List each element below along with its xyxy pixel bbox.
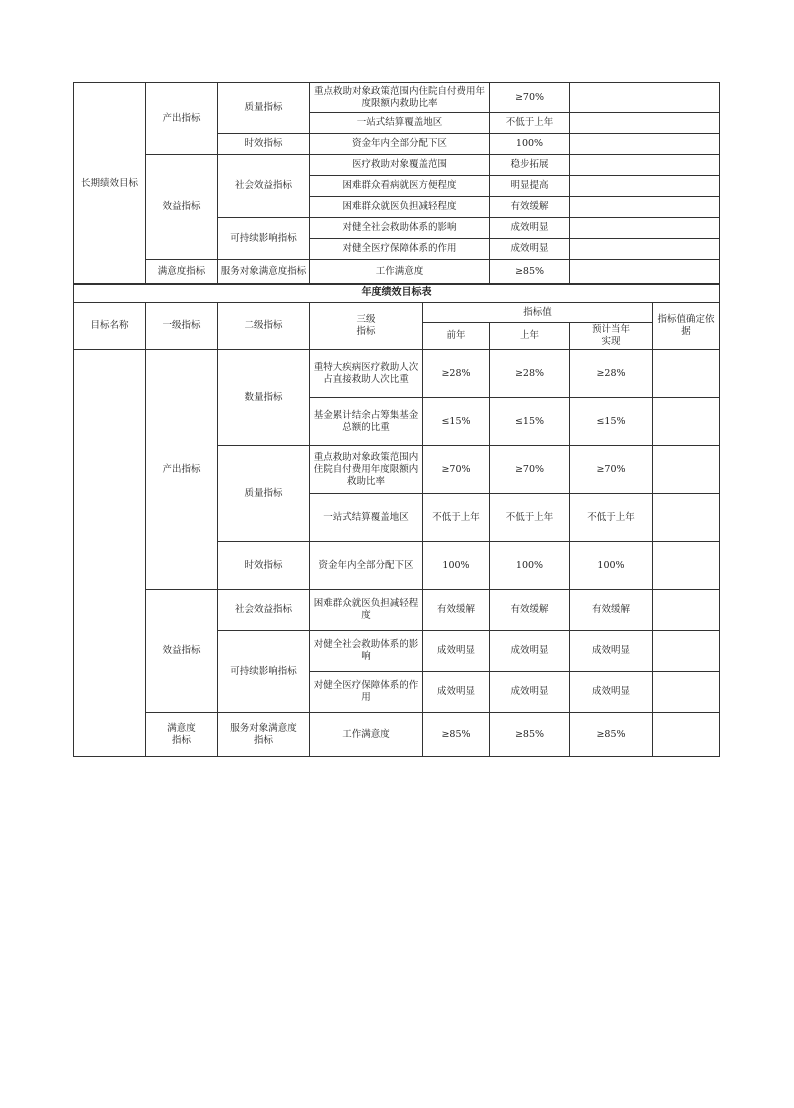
lt-level2-social: 社会效益指标: [218, 155, 310, 218]
lt-indicator-value: 明显提高: [490, 176, 570, 197]
an-last-value: 100%: [490, 542, 570, 590]
lt-indicator-value: 成效明显: [490, 218, 570, 239]
lt-indicator-value: ≥70%: [490, 83, 570, 113]
an-last-value: ≥85%: [490, 713, 570, 757]
header-level1: 一级指标: [146, 303, 218, 350]
an-basis-cell: [653, 542, 720, 590]
an-expected-value: 成效明显: [570, 672, 653, 713]
an-indicator-name: 重点救助对象政策范围内住院自付费用年度限额内救助比率: [310, 446, 423, 494]
lt-level2-quality: 质量指标: [218, 83, 310, 134]
lt-basis-cell: [570, 197, 720, 218]
lt-basis-cell: [570, 83, 720, 113]
an-expected-value: ≥85%: [570, 713, 653, 757]
an-basis-cell: [653, 713, 720, 757]
an-last-value: 成效明显: [490, 631, 570, 672]
header-goal-name: 目标名称: [74, 303, 146, 350]
header-values: 指标值: [423, 303, 653, 323]
an-prev-value: ≥85%: [423, 713, 490, 757]
an-last-value: 不低于上年: [490, 494, 570, 542]
lt-basis-cell: [570, 218, 720, 239]
longterm-goal-label: 长期绩效目标: [74, 83, 146, 285]
an-expected-value: ≥28%: [570, 350, 653, 398]
an-indicator-name: 对健全医疗保障体系的作用: [310, 672, 423, 713]
lt-indicator-name: 困难群众看病就医方便程度: [310, 176, 490, 197]
lt-indicator-name: 一站式结算覆盖地区: [310, 113, 490, 134]
an-last-value: 有效缓解: [490, 590, 570, 631]
lt-basis-cell: [570, 113, 720, 134]
an-prev-value: ≤15%: [423, 398, 490, 446]
an-expected-value: 有效缓解: [570, 590, 653, 631]
an-basis-cell: [653, 446, 720, 494]
lt-indicator-name: 困难群众就医负担减轻程度: [310, 197, 490, 218]
lt-level1-benefit: 效益指标: [146, 155, 218, 260]
an-prev-value: ≥28%: [423, 350, 490, 398]
an-basis-cell: [653, 398, 720, 446]
lt-indicator-name: 资金年内全部分配下区: [310, 134, 490, 155]
lt-indicator-value: 成效明显: [490, 239, 570, 260]
an-level2-service: 服务对象满意度 指标: [218, 713, 310, 757]
lt-basis-cell: [570, 155, 720, 176]
an-prev-value: 不低于上年: [423, 494, 490, 542]
an-level2-quality: 质量指标: [218, 446, 310, 542]
an-indicator-name: 困难群众就医负担减轻程度: [310, 590, 423, 631]
lt-indicator-value: ≥85%: [490, 260, 570, 285]
lt-indicator-name: 对健全医疗保障体系的作用: [310, 239, 490, 260]
an-indicator-name: 基金累计结余占筹集基金总额的比重: [310, 398, 423, 446]
annual-table-title: 年度绩效目标表: [74, 284, 720, 303]
an-level2-sustainable: 可持续影响指标: [218, 631, 310, 713]
lt-basis-cell: [570, 239, 720, 260]
lt-indicator-name: 医疗救助对象覆盖范围: [310, 155, 490, 176]
an-basis-cell: [653, 672, 720, 713]
an-basis-cell: [653, 350, 720, 398]
lt-basis-cell: [570, 134, 720, 155]
lt-indicator-name: 对健全社会救助体系的影响: [310, 218, 490, 239]
an-level2-quantity: 数量指标: [218, 350, 310, 446]
an-indicator-name: 重特大疾病医疗救助人次占直接救助人次比重: [310, 350, 423, 398]
an-level1-output: 产出指标: [146, 350, 218, 590]
an-last-value: ≤15%: [490, 398, 570, 446]
lt-level2-timeliness: 时效指标: [218, 134, 310, 155]
an-level2-timeliness: 时效指标: [218, 542, 310, 590]
lt-level2-service: 服务对象满意度指标: [218, 260, 310, 285]
an-expected-value: 不低于上年: [570, 494, 653, 542]
an-indicator-name: 资金年内全部分配下区: [310, 542, 423, 590]
an-level1-benefit: 效益指标: [146, 590, 218, 713]
lt-level1-output: 产出指标: [146, 83, 218, 155]
lt-indicator-name: 工作满意度: [310, 260, 490, 285]
an-indicator-name: 一站式结算覆盖地区: [310, 494, 423, 542]
an-expected-value: ≤15%: [570, 398, 653, 446]
lt-level1-satisfaction: 满意度指标: [146, 260, 218, 285]
an-prev-value: 成效明显: [423, 672, 490, 713]
an-expected-value: 100%: [570, 542, 653, 590]
an-indicator-name: 工作满意度: [310, 713, 423, 757]
lt-indicator-value: 稳步拓展: [490, 155, 570, 176]
an-basis-cell: [653, 494, 720, 542]
longterm-goals-table: [73, 82, 720, 285]
header-expected: 预计当年 实现: [570, 323, 653, 350]
lt-level2-sustainable: 可持续影响指标: [218, 218, 310, 260]
an-expected-value: 成效明显: [570, 631, 653, 672]
header-last-year: 上年: [490, 323, 570, 350]
lt-indicator-name: 重点救助对象政策范围内住院自付费用年度限额内救助比率: [310, 83, 490, 113]
header-basis: 指标值确定依据: [653, 303, 720, 350]
an-level1-satisfaction: 满意度 指标: [146, 713, 218, 757]
lt-indicator-value: 有效缓解: [490, 197, 570, 218]
an-prev-value: 100%: [423, 542, 490, 590]
lt-indicator-value: 100%: [490, 134, 570, 155]
an-expected-value: ≥70%: [570, 446, 653, 494]
lt-basis-cell: [570, 260, 720, 285]
lt-basis-cell: [570, 176, 720, 197]
an-basis-cell: [653, 631, 720, 672]
annual-goal-name-cell: [74, 350, 146, 757]
an-last-value: 成效明显: [490, 672, 570, 713]
an-prev-value: 成效明显: [423, 631, 490, 672]
header-level2: 二级指标: [218, 303, 310, 350]
header-prev-year: 前年: [423, 323, 490, 350]
an-indicator-name: 对健全社会救助体系的影响: [310, 631, 423, 672]
an-level2-social: 社会效益指标: [218, 590, 310, 631]
lt-indicator-value: 不低于上年: [490, 113, 570, 134]
an-last-value: ≥70%: [490, 446, 570, 494]
an-basis-cell: [653, 590, 720, 631]
an-prev-value: ≥70%: [423, 446, 490, 494]
an-prev-value: 有效缓解: [423, 590, 490, 631]
annual-goals-table: [73, 283, 720, 757]
an-last-value: ≥28%: [490, 350, 570, 398]
header-level3: 三级 指标: [310, 303, 423, 350]
